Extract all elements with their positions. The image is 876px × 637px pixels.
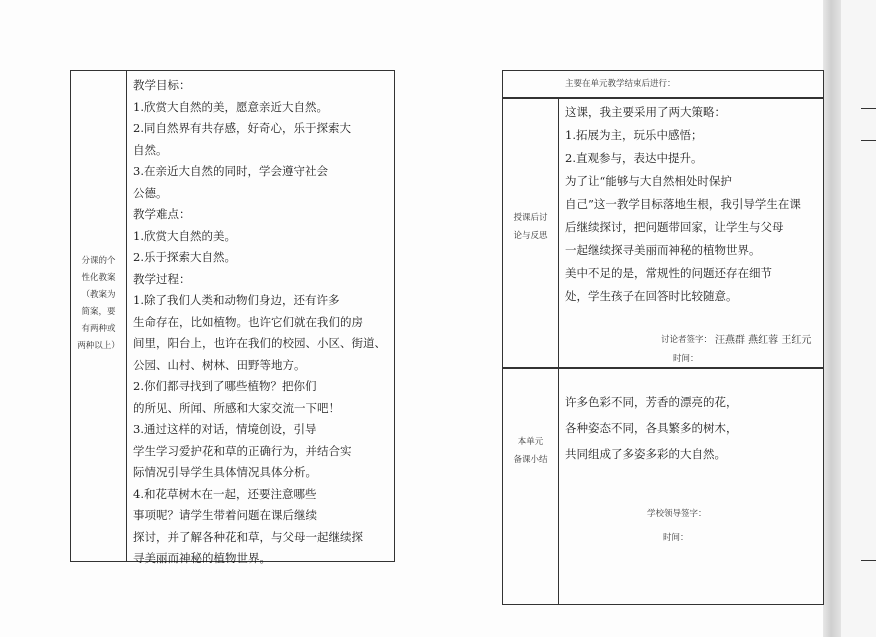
school-signature-label: 学校领导签字： — [647, 509, 707, 519]
label-line: 两种以上） — [77, 341, 120, 351]
handwritten-line: 教学目标： — [133, 78, 191, 92]
handwritten-line: 学生学习爱护花和草的正确行为，并结合实 — [133, 443, 352, 458]
label-line: 简案，要 — [81, 307, 116, 317]
adjacent-page-edge — [841, 0, 876, 637]
handwritten-line: 教学难点： — [133, 207, 191, 221]
handwritten-line: 4.和花草树木在一起，还要注意哪些 — [133, 486, 317, 501]
discussion-signers: 汪燕群 燕红蓉 王红元 — [715, 335, 812, 346]
handwritten-summary — [565, 389, 823, 467]
header-note: 主要在单元教学结束后进行： — [565, 79, 676, 89]
handwritten-line: 共同组成了多姿多彩的大自然。 — [565, 447, 726, 461]
handwritten-line: 1.欣赏大自然的美，愿意亲近大自然。 — [133, 99, 328, 114]
label-line: 授课后讨 — [513, 213, 548, 223]
handwritten-line: 一起继续探寻美丽而神秘的植物世界。 — [565, 243, 761, 257]
handwritten-line: 的所见、所闻、所感和大家交流一下吧！ — [133, 400, 340, 415]
handwritten-line: 教学过程： — [133, 271, 191, 286]
handwritten-line: 1.拓展为主，玩乐中感悟； — [565, 128, 703, 142]
discussion-signers-label: 讨论者签字： — [661, 335, 713, 345]
label-line: 分课的个 — [81, 256, 116, 266]
personalized-plan-label-cell — [71, 71, 127, 561]
binding-shadow — [823, 0, 841, 637]
handwritten-reflection — [565, 101, 823, 308]
handwritten-line: 1.除了我们人类和动物们身边，还有许多 — [133, 293, 340, 307]
discussion-time-label: 时间： — [673, 354, 699, 364]
handwritten-line: 2.同自然界有共存感，好奇心，乐于探索大 — [133, 121, 351, 135]
label-line: 备课小结 — [513, 455, 548, 465]
summary-label-cell — [503, 369, 559, 604]
handwritten-line: 各种姿态不同，各具繁多的树木， — [565, 421, 738, 435]
label-line: 本单元 — [517, 437, 544, 447]
handwritten-line: 美中不足的是，常规性的问题还存在细节 — [565, 266, 772, 280]
handwritten-line: 处，学生孩子在回答时比较随意。 — [565, 289, 738, 303]
handwritten-line: 公园、山村、树林、田野等地方。 — [133, 357, 306, 372]
school-time-label: 时间： — [663, 533, 689, 543]
label-line: 性化教案 — [81, 273, 116, 283]
handwritten-line: 为了让“能够与大自然相处时保护 — [565, 174, 732, 188]
handwritten-line: 间里，阳台上，也许在我们的校园、小区、街道、 — [133, 336, 386, 350]
handwritten-line: 自然。 — [133, 142, 168, 157]
handwritten-line: 许多色彩不同，芳香的漂亮的花， — [565, 395, 738, 409]
reflection-label-cell — [503, 98, 559, 367]
handwritten-line: 自己”这一教学目标落地生根，我引导学生在课 — [565, 197, 801, 211]
handwritten-line: 这课，我主要采用了两大策略： — [565, 105, 726, 119]
handwritten-line: 际情况引导学生具体情况具体分析。 — [133, 465, 317, 479]
label-line: 论与反思 — [513, 231, 548, 241]
handwritten-line: 3.在亲近大自然的同时，学会遵守社会 — [133, 164, 328, 178]
handwritten-line: 公德。 — [133, 185, 168, 200]
handwritten-line: 生命存在，比如植物。也许它们就在我们的房 — [133, 314, 363, 329]
handwritten-line: 探讨，并了解各种花和草，与父母一起继续探 — [133, 529, 363, 544]
handwritten-line: 2.乐于探索大自然。 — [133, 250, 236, 264]
reflection-table — [502, 70, 824, 605]
label-line: 有两种或 — [81, 324, 116, 334]
handwritten-line: 寻美丽而神秘的植物世界。 — [133, 551, 271, 565]
label-line: （教案为 — [81, 290, 116, 300]
lesson-plan-table — [70, 70, 395, 565]
handwritten-line: 1.欣赏大自然的美。 — [133, 228, 236, 243]
handwritten-line: 2.你们都寻找到了哪些植物？把你们 — [133, 379, 317, 393]
handwritten-line: 2.直观参与，表达中提升。 — [565, 151, 703, 165]
handwritten-line: 事项呢？请学生带着问题在课后继续 — [133, 508, 317, 522]
handwritten-line: 后继续探讨，把问题带回家，让学生与父母 — [565, 220, 784, 234]
handwritten-line: 3.通过这样的对话，情境创设，引导 — [133, 422, 317, 436]
handwritten-lesson-plan — [133, 75, 395, 570]
